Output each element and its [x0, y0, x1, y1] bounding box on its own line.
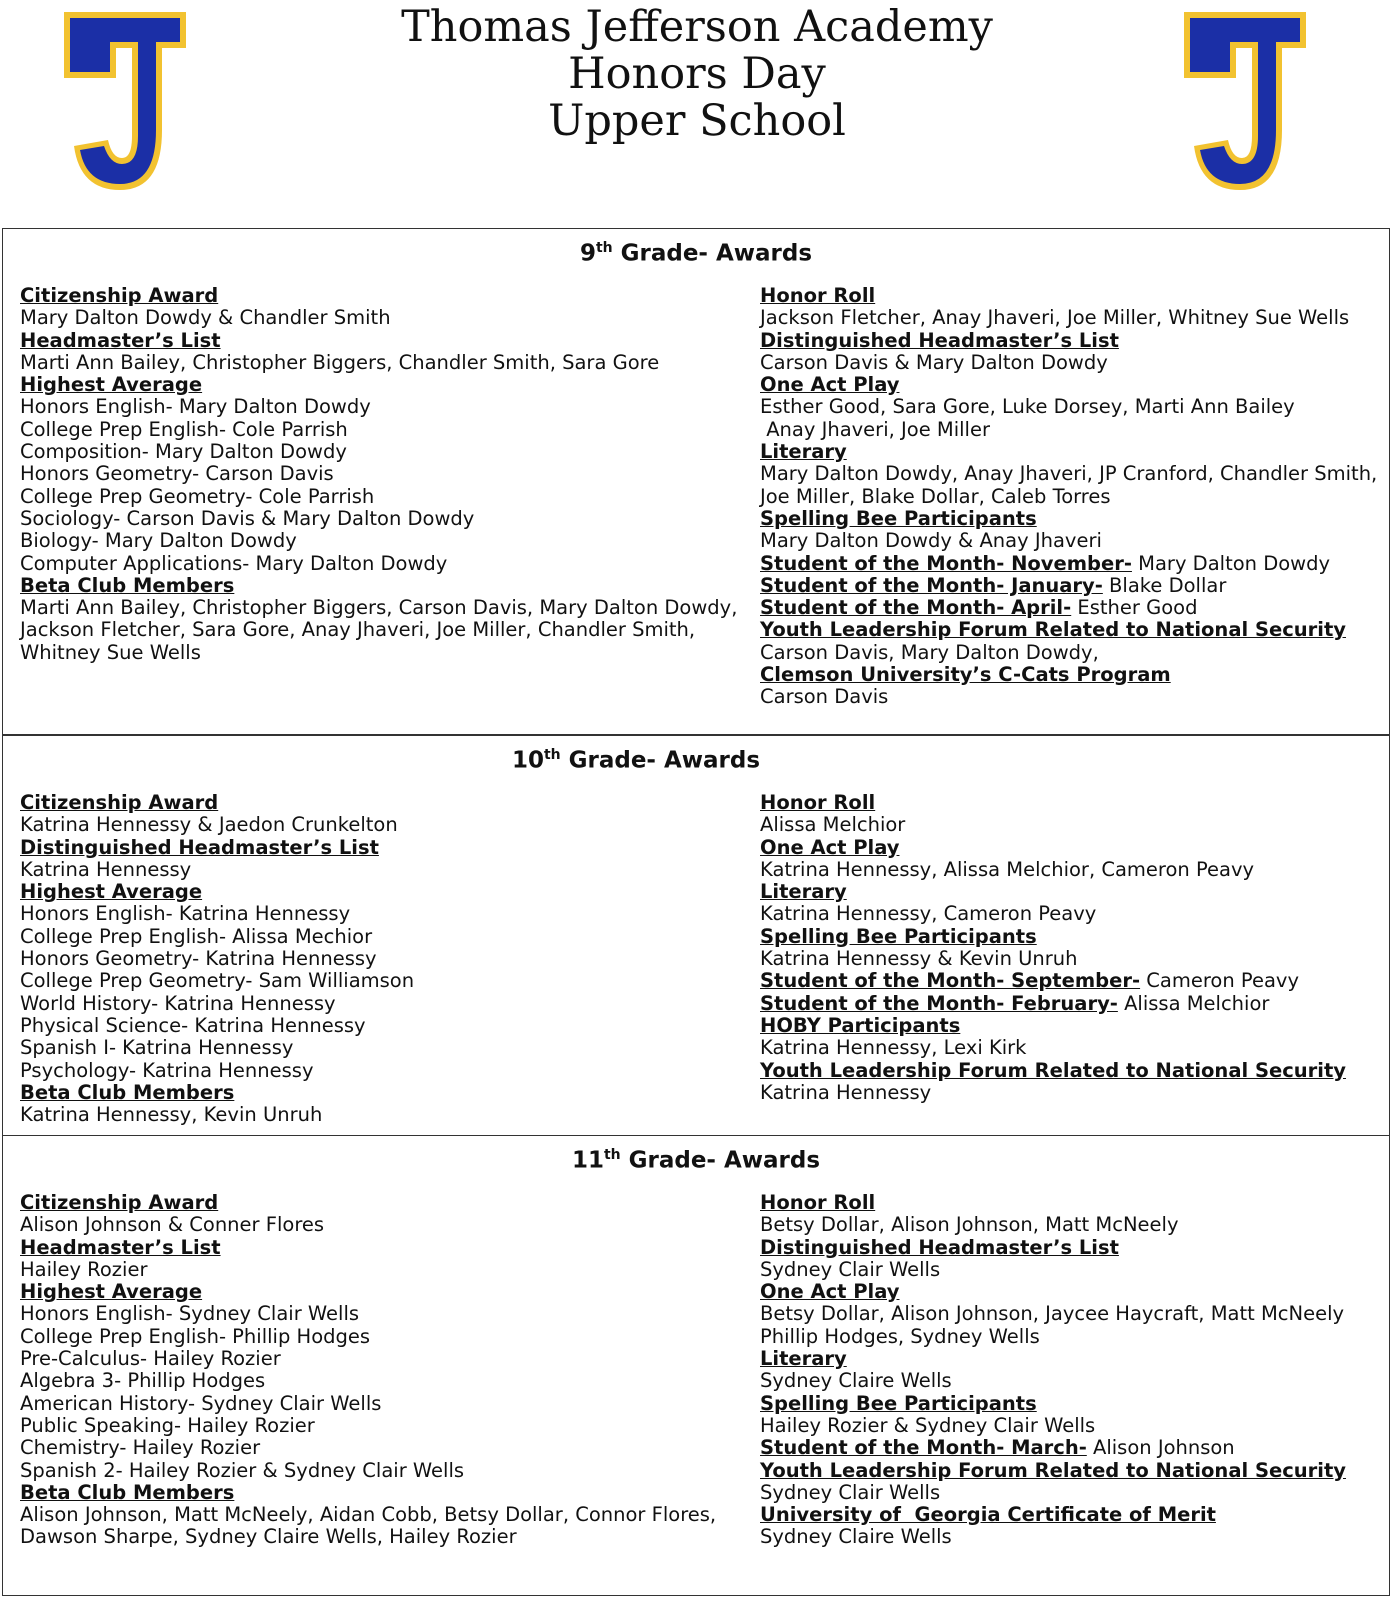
award-heading: Citizenship Award [20, 284, 219, 307]
grade-11-left-column [20, 1192, 716, 1549]
award-recipients: Katrina Hennessy [20, 857, 192, 881]
award-heading: Highest Average [20, 1280, 203, 1304]
award-heading: Beta Club Members [20, 1080, 235, 1104]
award-recipients: Jackson Fletcher, Anay Jhaveri, Joe Miller, Whitney Sue Wells [760, 306, 1350, 330]
award-heading: Literary [760, 1347, 847, 1371]
award-recipients: Betsy Dollar, Alison Johnson, Jaycee Haycraft, Matt McNeely [760, 1302, 1345, 1326]
award-heading: Honor Roll [760, 1191, 876, 1214]
grade-11-section [3, 1136, 1389, 1595]
award-heading: Literary [760, 440, 847, 464]
award-recipients: Alison Johnson, Matt McNeely, Aidan Cobb, Betsy Dollar, Connor Flores, [20, 1503, 717, 1527]
list-item: College Prep English- Phillip Hodges [20, 1324, 371, 1348]
award-recipients: Hailey Rozier [20, 1257, 148, 1281]
award-recipients: Katrina Hennessy [760, 1080, 932, 1104]
award-heading: Clemson University’s C-Cats Program [760, 663, 1171, 687]
student-of-month-february: Student of the Month- February- Alissa Melchior [760, 991, 1270, 1015]
award-recipients: Carson Davis & Mary Dalton Dowdy [760, 350, 1108, 374]
list-item: Computer Applications- Mary Dalton Dowdy [20, 551, 448, 575]
award-heading: One Act Play [760, 373, 900, 397]
list-item: Honors Geometry- Katrina Hennessy [20, 947, 377, 971]
award-heading: One Act Play [760, 835, 900, 859]
list-item: Algebra 3- Phillip Hodges [20, 1369, 266, 1393]
grade-9-left-column [20, 285, 737, 664]
award-recipients: Alissa Melchior [760, 813, 906, 837]
list-item: Sociology- Carson Davis & Mary Dalton Dowdy [20, 506, 475, 530]
award-recipients: Katrina Hennessy & Jaedon Crunkelton [20, 813, 398, 837]
award-recipients: Marti Ann Bailey, Christopher Biggers, Chandler Smith, Sara Gore [20, 350, 660, 374]
list-item: Pre-Calculus- Hailey Rozier [20, 1347, 281, 1371]
grade-10-section [3, 736, 1389, 1136]
grade-11-right-column [760, 1192, 1346, 1549]
student-of-month-january: Student of the Month- January- Blake Dollar [760, 573, 1227, 597]
list-item: Spanish I- Katrina Hennessy [20, 1036, 294, 1060]
list-item: American History- Sydney Clair Wells [20, 1391, 382, 1415]
award-recipients: Sydney Clair Wells [760, 1257, 941, 1281]
award-recipients: Katrina Hennessy & Kevin Unruh [760, 947, 1078, 971]
award-recipients: Sydney Claire Wells [760, 1525, 952, 1549]
award-heading: Honor Roll [760, 284, 876, 307]
grade-11-heading: 11th Grade- Awards [571, 1147, 821, 1174]
list-item: World History- Katrina Hennessy [20, 991, 336, 1015]
award-recipients: Mary Dalton Dowdy & Anay Jhaveri [760, 529, 1102, 553]
award-recipients: Carson Davis [760, 685, 889, 709]
award-heading: Distinguished Headmaster’s List [760, 1235, 1119, 1259]
award-recipients: Marti Ann Bailey, Christopher Biggers, Carson Davis, Mary Dalton Dowdy, [20, 596, 738, 620]
grade-10-left-column [20, 792, 414, 1126]
award-recipients: Katrina Hennessy, Cameron Peavy [760, 902, 1097, 926]
award-recipients: Hailey Rozier & Sydney Clair Wells [760, 1413, 1096, 1437]
grade-9-heading: 9th Grade- Awards [579, 240, 813, 267]
student-of-month-april: Student of the Month- April- Esther Good [760, 596, 1198, 620]
tj-logo-left [58, 8, 192, 194]
page-title [330, 4, 1064, 145]
grade-9-section [3, 229, 1389, 736]
division-name: Upper School [548, 96, 846, 146]
logo-letters: TJ [58, 8, 59, 9]
award-heading: Spelling Bee Participants [760, 924, 1037, 948]
award-heading: Highest Average [20, 373, 203, 397]
list-item: Composition- Mary Dalton Dowdy [20, 440, 347, 464]
school-name: Thomas Jefferson Academy [401, 2, 993, 52]
award-heading: One Act Play [760, 1280, 900, 1304]
list-item: College Prep Geometry- Cole Parrish [20, 484, 375, 508]
award-recipients: Betsy Dollar, Alison Johnson, Matt McNeely [760, 1213, 1179, 1237]
award-heading: Beta Club Members [20, 1480, 235, 1504]
award-heading: Spelling Bee Participants [760, 506, 1037, 530]
student-of-month-september: Student of the Month- September- Cameron Peavy [760, 969, 1300, 993]
award-heading: Literary [760, 880, 847, 904]
award-heading: Youth Leadership Forum Related to National Security [760, 1058, 1346, 1082]
list-item: College Prep Geometry- Sam Williamson [20, 969, 415, 993]
list-item: Honors English- Katrina Hennessy [20, 902, 351, 926]
list-item: College Prep English- Cole Parrish [20, 417, 348, 441]
award-recipients: Whitney Sue Wells [20, 640, 201, 664]
list-item: Honors Geometry- Carson Davis [20, 462, 334, 486]
award-recipients: Jackson Fletcher, Sara Gore, Anay Jhaveri, Joe Miller, Chandler Smith, [20, 618, 696, 642]
student-of-month-november: Student of the Month- November- Mary Dalton Dowdy [760, 551, 1331, 575]
award-recipients: Sydney Clair Wells [760, 1480, 941, 1504]
award-recipients: Mary Dalton Dowdy & Chandler Smith [20, 306, 391, 330]
award-recipients: Mary Dalton Dowdy, Anay Jhaveri, JP Cranford, Chandler Smith, [760, 462, 1378, 486]
tj-logo-right [1178, 8, 1312, 194]
award-recipients: Anay Jhaveri, Joe Miller [760, 417, 990, 441]
award-heading: Spelling Bee Participants [760, 1391, 1037, 1415]
award-heading: Headmaster’s List [20, 328, 221, 352]
list-item: Public Speaking- Hailey Rozier [20, 1413, 315, 1437]
list-item: Honors English- Sydney Clair Wells [20, 1302, 360, 1326]
list-item: Physical Science- Katrina Hennessy [20, 1013, 366, 1037]
grade-9-right-column [760, 285, 1377, 709]
list-item: Honors English- Mary Dalton Dowdy [20, 395, 371, 419]
award-heading: Citizenship Award [20, 1191, 219, 1214]
award-recipients: Katrina Hennessy, Alissa Melchior, Cameron Peavy [760, 857, 1255, 881]
award-recipients: Phillip Hodges, Sydney Wells [760, 1324, 1040, 1348]
award-recipients: Katrina Hennessy, Lexi Kirk [760, 1036, 1027, 1060]
award-recipients: Esther Good, Sara Gore, Luke Dorsey, Marti Ann Bailey [760, 395, 1295, 419]
award-heading: Honor Roll [760, 791, 876, 814]
award-recipients: Joe Miller, Blake Dollar, Caleb Torres [760, 484, 1111, 508]
list-item: Psychology- Katrina Hennessy [20, 1058, 314, 1082]
award-recipients: Katrina Hennessy, Kevin Unruh [20, 1103, 323, 1127]
award-heading: Youth Leadership Forum Related to National Security [760, 1458, 1346, 1482]
list-item: Chemistry- Hailey Rozier [20, 1436, 261, 1460]
grade-10-heading: 10th Grade- Awards [511, 747, 761, 774]
award-recipients: Carson Davis, Mary Dalton Dowdy, [760, 640, 1099, 664]
awards-table [2, 228, 1390, 1596]
student-of-month-march: Student of the Month- March- Alison Johnson [760, 1436, 1235, 1460]
award-heading: University of Georgia Certificate of Merit [760, 1503, 1216, 1527]
award-heading: Distinguished Headmaster’s List [20, 835, 379, 859]
award-heading: Beta Club Members [20, 573, 235, 597]
list-item: Biology- Mary Dalton Dowdy [20, 529, 297, 553]
award-heading: HOBY Participants [760, 1013, 961, 1037]
list-item: College Prep English- Alissa Mechior [20, 924, 373, 948]
award-heading: Headmaster’s List [20, 1235, 221, 1259]
award-heading: Citizenship Award [20, 791, 219, 814]
award-recipients: Alison Johnson & Conner Flores [20, 1213, 325, 1237]
award-heading: Youth Leadership Forum Related to National Security [760, 618, 1346, 642]
award-recipients: Dawson Sharpe, Sydney Claire Wells, Hailey Rozier [20, 1525, 517, 1549]
list-item: Spanish 2- Hailey Rozier & Sydney Clair Wells [20, 1458, 465, 1482]
grade-10-right-column [760, 792, 1346, 1104]
award-heading: Distinguished Headmaster’s List [760, 328, 1119, 352]
award-heading: Highest Average [20, 880, 203, 904]
event-name: Honors Day [568, 49, 826, 99]
award-recipients: Sydney Claire Wells [760, 1369, 952, 1393]
